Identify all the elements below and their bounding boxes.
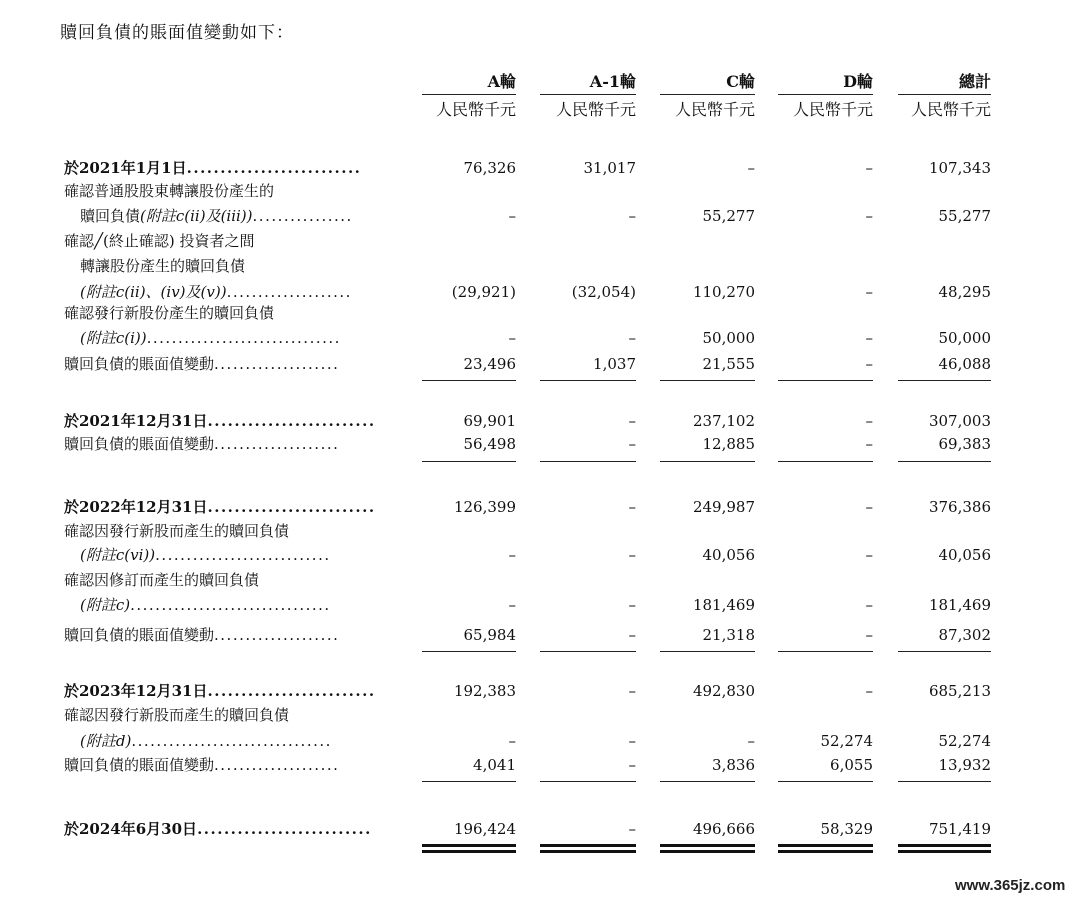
table-cell: – bbox=[865, 546, 873, 564]
column-header bbox=[422, 70, 516, 121]
row-label bbox=[64, 754, 389, 776]
table-cell: – bbox=[628, 820, 636, 838]
row-label-text: 於2021年1月1日 bbox=[64, 159, 187, 177]
table-cell: – bbox=[628, 498, 636, 516]
column-header bbox=[540, 70, 636, 121]
table-cell: 76,326 bbox=[463, 159, 516, 177]
table-cell: – bbox=[628, 596, 636, 614]
column-unit: 人民幣千元 bbox=[422, 94, 516, 121]
table-cell: 496,666 bbox=[692, 820, 755, 838]
total-double-rule bbox=[778, 850, 873, 853]
table-cell: – bbox=[865, 283, 873, 301]
column-header bbox=[660, 70, 755, 121]
total-double-rule bbox=[660, 844, 755, 847]
table-cell: (32,054) bbox=[571, 283, 636, 301]
table-cell: 31,017 bbox=[583, 159, 636, 177]
leader-dots: .......................... bbox=[197, 820, 372, 838]
watermark: www.365jz.com bbox=[955, 877, 1066, 894]
table-cell: – bbox=[628, 682, 636, 700]
row-label-text: 贖回負債 bbox=[80, 207, 141, 225]
table-cell: (29,921) bbox=[451, 283, 516, 301]
row-label bbox=[80, 281, 389, 303]
table-cell: – bbox=[628, 626, 636, 644]
subtotal-rule bbox=[422, 461, 516, 462]
total-double-rule bbox=[422, 850, 516, 853]
leader-dots: ............................ bbox=[155, 546, 331, 564]
subtotal-rule bbox=[540, 651, 636, 652]
table-cell: 56,498 bbox=[463, 435, 516, 453]
table-cell: – bbox=[865, 596, 873, 614]
table-cell: 307,003 bbox=[928, 412, 991, 430]
column-title: D輪 bbox=[843, 72, 873, 91]
row-note: (附註c) bbox=[80, 596, 131, 614]
table-cell: 69,901 bbox=[463, 412, 516, 430]
row-label bbox=[80, 730, 389, 752]
table-cell: – bbox=[865, 626, 873, 644]
row-label bbox=[64, 157, 389, 179]
table-cell: 40,056 bbox=[702, 546, 755, 564]
leader-dots: ................................ bbox=[130, 596, 331, 614]
row-label bbox=[64, 302, 389, 324]
row-label-text: 於2022年12月31日 bbox=[64, 498, 208, 516]
subtotal-rule bbox=[778, 651, 873, 652]
row-label bbox=[64, 230, 389, 252]
row-label-text: 確認發行新股份產生的贖回負債 bbox=[64, 304, 275, 322]
table-cell: 126,399 bbox=[453, 498, 516, 516]
subtotal-rule bbox=[660, 380, 755, 381]
column-title: 總計 bbox=[958, 72, 991, 91]
row-label bbox=[64, 496, 389, 518]
row-label bbox=[64, 180, 389, 202]
table-cell: – bbox=[865, 412, 873, 430]
subtotal-rule bbox=[660, 781, 755, 782]
leader-dots: ......................... bbox=[207, 498, 376, 516]
table-cell: 55,277 bbox=[702, 207, 755, 225]
table-cell: 110,270 bbox=[692, 283, 755, 301]
table-cell: – bbox=[508, 546, 516, 564]
leader-dots: .................... bbox=[214, 355, 340, 373]
table-cell: 237,102 bbox=[692, 412, 755, 430]
table-cell: – bbox=[628, 412, 636, 430]
total-double-rule bbox=[660, 850, 755, 853]
table-cell: – bbox=[508, 207, 516, 225]
row-label bbox=[64, 410, 389, 432]
column-unit: 人民幣千元 bbox=[778, 94, 873, 121]
table-cell: – bbox=[628, 756, 636, 774]
subtotal-rule bbox=[660, 461, 755, 462]
leader-dots: ................ bbox=[252, 207, 353, 225]
subtotal-rule bbox=[422, 651, 516, 652]
row-label-text: 贖回負債的賬面值變動 bbox=[64, 756, 215, 774]
subtotal-rule bbox=[540, 380, 636, 381]
row-label-text: 確認因發行新股而產生的贖回負債 bbox=[64, 522, 290, 540]
row-label-text: 贖回負債的賬面值變動 bbox=[64, 626, 215, 644]
subtotal-rule bbox=[898, 781, 991, 782]
table-cell: – bbox=[628, 329, 636, 347]
table-cell: 50,000 bbox=[702, 329, 755, 347]
table-cell: 52,274 bbox=[820, 732, 873, 750]
table-cell: 40,056 bbox=[938, 546, 991, 564]
table-cell: 492,830 bbox=[692, 682, 755, 700]
row-label-text: 於2024年6月30日 bbox=[64, 820, 198, 838]
table-cell: – bbox=[865, 355, 873, 373]
table-cell: – bbox=[747, 159, 755, 177]
row-label bbox=[80, 255, 389, 277]
table-cell: 21,318 bbox=[702, 626, 755, 644]
table-cell: 376,386 bbox=[928, 498, 991, 516]
leader-dots: ................................ bbox=[131, 732, 332, 750]
subtotal-rule bbox=[898, 380, 991, 381]
total-double-rule bbox=[778, 844, 873, 847]
leader-dots: .................... bbox=[226, 283, 352, 301]
subtotal-rule bbox=[778, 380, 873, 381]
table-cell: 3,836 bbox=[712, 756, 755, 774]
table-cell: 181,469 bbox=[928, 596, 991, 614]
table-cell: 69,383 bbox=[938, 435, 991, 453]
row-label bbox=[64, 818, 389, 840]
table-cell: 48,295 bbox=[938, 283, 991, 301]
table-cell: – bbox=[508, 732, 516, 750]
row-label bbox=[64, 680, 389, 702]
table-cell: 181,469 bbox=[692, 596, 755, 614]
row-label-text: 確認因修訂而產生的贖回負債 bbox=[64, 571, 260, 589]
subtotal-rule bbox=[422, 781, 516, 782]
subtotal-rule bbox=[778, 781, 873, 782]
leader-dots: .................... bbox=[214, 626, 340, 644]
row-label bbox=[80, 594, 389, 616]
row-note: (附註c(i)) bbox=[80, 329, 147, 347]
row-label bbox=[80, 544, 389, 566]
total-double-rule bbox=[898, 844, 991, 847]
table-cell: – bbox=[865, 498, 873, 516]
row-label-text: 於2021年12月31日 bbox=[64, 412, 208, 430]
subtotal-rule bbox=[540, 461, 636, 462]
table-cell: – bbox=[628, 435, 636, 453]
row-label-text: 贖回負債的賬面值變動 bbox=[64, 355, 215, 373]
row-label-text: 確認因發行新股而產生的贖回負債 bbox=[64, 706, 290, 724]
table-cell: – bbox=[508, 596, 516, 614]
table-cell: 21,555 bbox=[702, 355, 755, 373]
row-label-text: 確認╱(終止確認) 投資者之間 bbox=[64, 232, 255, 250]
table-cell: – bbox=[747, 732, 755, 750]
row-label-text: 於2023年12月31日 bbox=[64, 682, 208, 700]
row-label bbox=[64, 520, 389, 542]
column-unit: 人民幣千元 bbox=[540, 94, 636, 121]
intro-text: 贖回負債的賬面值變動如下： bbox=[60, 23, 294, 43]
table-cell: 23,496 bbox=[463, 355, 516, 373]
table-cell: – bbox=[865, 682, 873, 700]
row-label bbox=[80, 205, 389, 227]
row-label bbox=[64, 624, 389, 646]
table-cell: 4,041 bbox=[473, 756, 516, 774]
table-cell: 12,885 bbox=[702, 435, 755, 453]
table-cell: – bbox=[628, 546, 636, 564]
table-cell: – bbox=[628, 732, 636, 750]
row-note: (附註d) bbox=[80, 732, 132, 750]
column-title: C輪 bbox=[726, 72, 755, 91]
subtotal-rule bbox=[898, 461, 991, 462]
table-cell: 50,000 bbox=[938, 329, 991, 347]
table-cell: 107,343 bbox=[928, 159, 991, 177]
leader-dots: .......................... bbox=[186, 159, 362, 177]
row-label-text: 確認普通股股東轉讓股份產生的 bbox=[64, 182, 275, 200]
table-cell: 6,055 bbox=[830, 756, 873, 774]
table-cell: 46,088 bbox=[938, 355, 991, 373]
column-title: A輪 bbox=[487, 72, 516, 91]
row-note: (附註c(ii)及(iii)) bbox=[140, 207, 253, 225]
table-cell: 87,302 bbox=[938, 626, 991, 644]
total-double-rule bbox=[422, 844, 516, 847]
subtotal-rule bbox=[422, 380, 516, 381]
row-label-text: 贖回負債的賬面值變動 bbox=[64, 435, 215, 453]
table-cell: – bbox=[508, 329, 516, 347]
table-cell: – bbox=[865, 207, 873, 225]
subtotal-rule bbox=[898, 651, 991, 652]
column-title: A-1輪 bbox=[589, 72, 636, 91]
leader-dots: ............................... bbox=[146, 329, 341, 347]
table-cell: 55,277 bbox=[938, 207, 991, 225]
table-cell: 65,984 bbox=[463, 626, 516, 644]
table-cell: – bbox=[865, 159, 873, 177]
table-cell: – bbox=[628, 207, 636, 225]
table-cell: – bbox=[865, 329, 873, 347]
table-cell: – bbox=[865, 435, 873, 453]
row-label bbox=[64, 353, 389, 375]
table-cell: 52,274 bbox=[938, 732, 991, 750]
table-cell: 249,987 bbox=[692, 498, 755, 516]
column-header bbox=[898, 70, 991, 121]
table-cell: 196,424 bbox=[453, 820, 516, 838]
table-cell: 58,329 bbox=[820, 820, 873, 838]
total-double-rule bbox=[540, 850, 636, 853]
row-label bbox=[64, 433, 389, 455]
subtotal-rule bbox=[778, 461, 873, 462]
table-cell: 751,419 bbox=[928, 820, 991, 838]
leader-dots: ......................... bbox=[207, 412, 376, 430]
subtotal-rule bbox=[540, 781, 636, 782]
total-double-rule bbox=[898, 850, 991, 853]
column-header bbox=[778, 70, 873, 121]
row-label bbox=[64, 704, 389, 726]
row-label-text: 轉讓股份產生的贖回負債 bbox=[80, 257, 246, 275]
leader-dots: ......................... bbox=[207, 682, 376, 700]
table-cell: 1,037 bbox=[593, 355, 636, 373]
leader-dots: .................... bbox=[214, 756, 340, 774]
table-cell: 192,383 bbox=[453, 682, 516, 700]
row-note: (附註c(ii)、(iv)及(v)) bbox=[80, 283, 227, 301]
row-note: (附註c(vi)) bbox=[80, 546, 156, 564]
total-double-rule bbox=[540, 844, 636, 847]
table-cell: 685,213 bbox=[928, 682, 991, 700]
column-unit: 人民幣千元 bbox=[660, 94, 755, 121]
subtotal-rule bbox=[660, 651, 755, 652]
leader-dots: .................... bbox=[214, 435, 340, 453]
table-cell: 13,932 bbox=[938, 756, 991, 774]
row-label bbox=[64, 569, 389, 591]
row-label bbox=[80, 327, 389, 349]
column-unit: 人民幣千元 bbox=[898, 94, 991, 121]
